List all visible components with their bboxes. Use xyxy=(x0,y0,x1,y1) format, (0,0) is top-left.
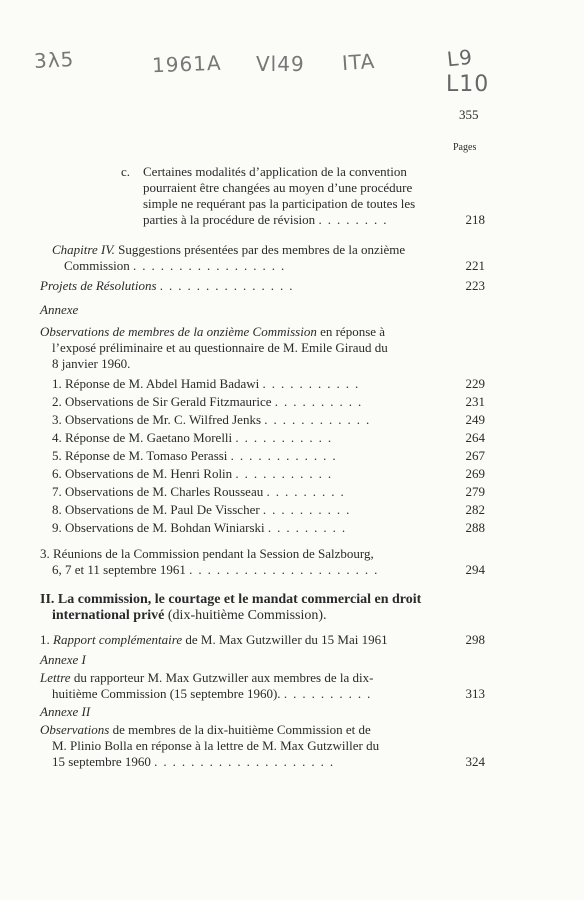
toc-line: 1. Rapport complémentaire de M. Max Gutzwiller du 15 Mai 1961 xyxy=(40,632,388,647)
toc-line: Lettre du rapporteur M. Max Gutzwiller aux membres de la dix- xyxy=(40,670,374,685)
toc-line-with-dots: 15 septembre 1960 .................... xyxy=(52,754,340,769)
toc-page: 218 xyxy=(465,212,485,227)
section-heading: II. La commission, le courtage et le mandat commercial en droit xyxy=(40,592,422,607)
list-item: 7. Observations de M. Charles Rousseau ......... xyxy=(52,484,350,499)
toc-line: Observations de membres de la dix-huitième Commission et de xyxy=(40,722,371,737)
toc-line: M. Plinio Bolla en réponse à la lettre de M. Max Gutzwiller du xyxy=(52,738,380,753)
toc-page: 298 xyxy=(465,632,485,647)
toc-line-with-dots: huitième Commission (15 septembre 1960). .......... xyxy=(52,686,377,701)
toc-line-with-dots: 6, 7 et 11 septembre 1961 ..................... xyxy=(52,562,384,577)
toc-annexe-heading: Annexe I xyxy=(40,652,86,667)
toc-page: 264 xyxy=(465,430,485,445)
toc-page: 279 xyxy=(465,484,485,499)
toc-label-c: c. xyxy=(121,164,131,179)
toc-page: 249 xyxy=(465,412,485,427)
handwritten-note-5: L9 xyxy=(445,44,475,72)
list-item: 5. Réponse de M. Tomaso Perassi ............ xyxy=(52,448,342,463)
toc-annexe-heading: Annexe xyxy=(40,302,79,317)
toc-line: simple ne requérant pas la participation de toutes les xyxy=(143,196,416,211)
toc-page: 267 xyxy=(465,448,485,463)
toc-page: 288 xyxy=(465,520,485,535)
toc-line-with-dots: parties à la procédure de révision ........ xyxy=(143,212,393,227)
pages-column-header: Pages xyxy=(453,142,477,153)
toc-line: 8 janvier 1960. xyxy=(52,356,131,371)
toc-page: 313 xyxy=(465,686,485,701)
toc-page: 324 xyxy=(465,754,485,769)
section-heading: international privé (dix-huitième Commission). xyxy=(52,608,327,623)
toc-line: Observations de membres de la onzième Commission en réponse à xyxy=(40,324,386,339)
handwritten-note-6: L10 xyxy=(446,72,490,97)
toc-page: 229 xyxy=(465,376,485,391)
toc-page: 282 xyxy=(465,502,485,517)
toc-line: l’exposé préliminaire et au questionnaire de M. Emile Giraud du xyxy=(52,340,388,355)
handwritten-note-3: Vl49 xyxy=(256,52,305,76)
toc-page: 223 xyxy=(465,278,485,293)
list-item: 3. Observations de Mr. C. Wilfred Jenks ............ xyxy=(52,412,376,427)
toc-line: 3. Réunions de la Commission pendant la Session de Salzbourg, xyxy=(40,546,374,561)
toc-annexe-heading: Annexe II xyxy=(40,704,91,719)
toc-page: 269 xyxy=(465,466,485,481)
toc-line: Certaines modalités d’application de la convention xyxy=(143,164,407,179)
toc-page: 231 xyxy=(465,394,485,409)
page-number: 355 xyxy=(459,107,479,122)
toc-line-with-dots: Commission ................. xyxy=(64,258,291,273)
handwritten-note-2: 1961A xyxy=(151,50,222,78)
list-item: 9. Observations de M. Bohdan Winiarski ......... xyxy=(52,520,352,535)
handwritten-note-1: 3λ5 xyxy=(33,46,75,74)
list-item: 2. Observations de Sir Gerald Fitzmaurice .......... xyxy=(52,394,368,409)
toc-line-with-dots: Projets de Résolutions ............... xyxy=(40,278,299,293)
list-item: 1. Réponse de M. Abdel Hamid Badawi ........... xyxy=(52,376,365,391)
toc-line: pourraient être changées au moyen d’une procédure xyxy=(143,180,413,195)
toc-page: 294 xyxy=(465,562,485,577)
list-item: 8. Observations de M. Paul De Visscher .......... xyxy=(52,502,356,517)
handwritten-note-4: ITA xyxy=(341,48,377,76)
toc-page: 221 xyxy=(465,258,485,273)
toc-line: Chapitre IV. Suggestions présentées par des membres de la onzième xyxy=(52,242,406,257)
list-item: 6. Observations de M. Henri Rolin ........... xyxy=(52,466,338,481)
list-item: 4. Réponse de M. Gaetano Morelli ........... xyxy=(52,430,338,445)
